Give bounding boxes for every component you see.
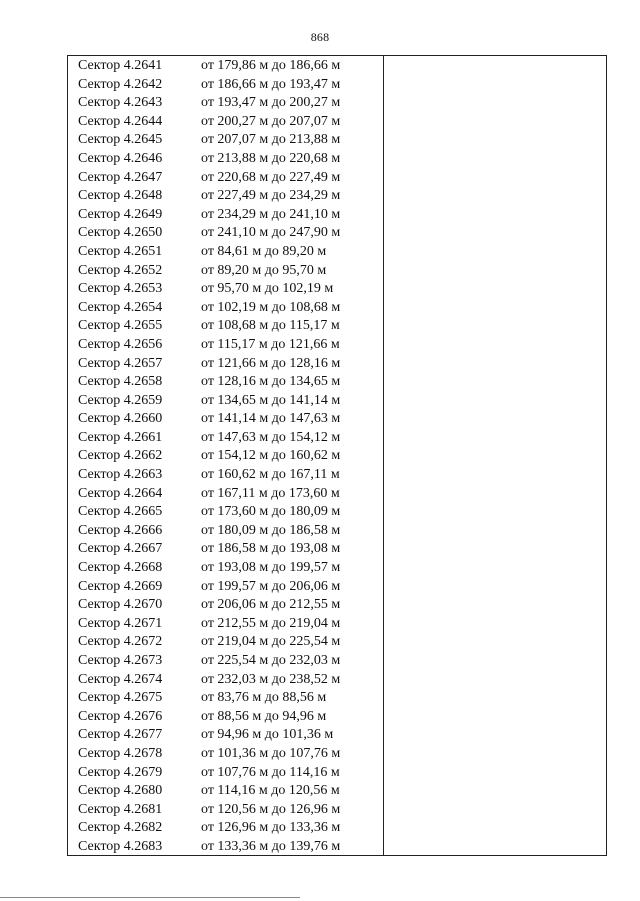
sector-label: Сектор 4.2673 <box>78 653 163 668</box>
sector-label: Сектор 4.2669 <box>78 578 163 594</box>
sector-range: от 115,17 м до 121,66 м <box>201 336 340 352</box>
sector-range: от 133,36 м до 139,76 м <box>201 838 341 854</box>
sector-range: от 232,03 м до 238,52 м <box>201 671 341 687</box>
table-row <box>68 373 383 392</box>
sector-range: от 193,08 м до 199,57 м <box>201 560 341 576</box>
table-row <box>68 169 383 188</box>
table-row <box>68 206 383 225</box>
table-row <box>68 355 383 374</box>
sector-label: Сектор 4.2648 <box>78 188 163 204</box>
table-row <box>68 615 383 634</box>
sector-range: от 219,04 м до 225,54 м <box>201 634 341 650</box>
table-row <box>68 466 383 485</box>
scan-edge-line <box>0 897 300 898</box>
sector-range: от 84,61 м до 89,20 м <box>201 243 327 259</box>
table-row <box>68 819 383 838</box>
sector-label: Сектор 4.2677 <box>78 727 163 743</box>
table-row <box>68 131 383 150</box>
sector-range: от 107,76 м до 114,16 м <box>201 764 340 780</box>
table-row <box>68 633 383 652</box>
sector-range: от 154,12 м до 160,62 м <box>201 448 341 464</box>
sector-label: Сектор 4.2666 <box>78 522 163 538</box>
table-row <box>68 578 383 597</box>
sector-range: от 241,10 м до 247,90 м <box>201 225 341 241</box>
sector-label: Сектор 4.2662 <box>78 448 163 464</box>
table-row <box>68 299 383 318</box>
sector-label: Сектор 4.2674 <box>78 671 163 687</box>
sector-label: Сектор 4.2653 <box>78 281 163 297</box>
sector-range: от 193,47 м до 200,27 м <box>201 95 341 111</box>
sector-label: Сектор 4.2682 <box>78 820 163 836</box>
sector-range: от 101,36 м до 107,76 м <box>201 745 341 761</box>
table-row <box>68 224 383 243</box>
table-row <box>68 782 383 801</box>
sector-range: от 173,60 м до 180,09 м <box>201 504 341 520</box>
sector-label: Сектор 4.2652 <box>78 262 163 278</box>
sector-range: от 121,66 м до 128,16 м <box>201 355 341 371</box>
table-row <box>68 280 383 299</box>
sector-range: от 88,56 м до 94,96 м <box>201 708 327 724</box>
table-row <box>68 113 383 132</box>
column-divider <box>383 56 384 855</box>
sector-range: от 147,63 м до 154,12 м <box>201 429 341 445</box>
table-row <box>68 76 383 95</box>
table-row <box>68 485 383 504</box>
sector-range: от 120,56 м до 126,96 м <box>201 801 341 817</box>
sector-range: от 108,68 м до 115,17 м <box>201 318 340 334</box>
table-row <box>68 596 383 615</box>
sector-label: Сектор 4.2654 <box>78 299 163 315</box>
sector-range: от 225,54 м до 232,03 м <box>201 653 341 668</box>
sector-label: Сектор 4.2646 <box>78 150 163 166</box>
table-row <box>68 243 383 262</box>
sector-range: от 83,76 м до 88,56 м <box>201 690 327 706</box>
sector-range: от 89,20 м до 95,70 м <box>201 262 327 278</box>
sector-label: Сектор 4.2649 <box>78 206 163 222</box>
sector-label: Сектор 4.2664 <box>78 485 163 501</box>
table-row <box>68 336 383 355</box>
sector-label: Сектор 4.2680 <box>78 783 163 799</box>
table-row <box>68 187 383 206</box>
sector-range: от 126,96 м до 133,36 м <box>201 820 341 836</box>
sector-range: от 94,96 м до 101,36 м <box>201 727 334 743</box>
sector-label: Сектор 4.2647 <box>78 169 163 185</box>
sector-range: от 128,16 м до 134,65 м <box>201 374 341 390</box>
sector-label: Сектор 4.2641 <box>78 58 163 73</box>
sector-range: от 186,58 м до 193,08 м <box>201 541 341 557</box>
table-row <box>68 262 383 281</box>
sector-range: от 200,27 м до 207,07 м <box>201 113 341 129</box>
table-row <box>68 540 383 559</box>
sector-range: от 160,62 м до 167,11 м <box>201 467 340 483</box>
sector-range: от 180,09 м до 186,58 м <box>201 522 341 538</box>
table-row <box>68 559 383 578</box>
sector-label: Сектор 4.2667 <box>78 541 163 557</box>
sector-label: Сектор 4.2660 <box>78 411 163 427</box>
sector-label: Сектор 4.2668 <box>78 560 163 576</box>
sector-rows <box>68 57 383 857</box>
sector-label: Сектор 4.2675 <box>78 690 163 706</box>
table-row <box>68 317 383 336</box>
sector-label: Сектор 4.2655 <box>78 318 163 334</box>
sector-range: от 199,57 м до 206,06 м <box>201 578 341 594</box>
sector-range: от 220,68 м до 227,49 м <box>201 169 341 185</box>
sector-range: от 179,86 м до 186,66 м <box>201 58 341 73</box>
table-row <box>68 764 383 783</box>
table-row <box>68 726 383 745</box>
table-row <box>68 652 383 671</box>
sector-label: Сектор 4.2658 <box>78 374 163 390</box>
table-row <box>68 708 383 727</box>
sector-label: Сектор 4.2678 <box>78 745 163 761</box>
sector-label: Сектор 4.2657 <box>78 355 163 371</box>
table-row <box>68 522 383 541</box>
table-row <box>68 503 383 522</box>
table-row <box>68 801 383 820</box>
sector-label: Сектор 4.2659 <box>78 392 163 408</box>
sector-range: от 134,65 м до 141,14 м <box>201 392 341 408</box>
sector-range: от 102,19 м до 108,68 м <box>201 299 341 315</box>
sector-label: Сектор 4.2672 <box>78 634 163 650</box>
table-row <box>68 410 383 429</box>
sector-range: от 167,11 м до 173,60 м <box>201 485 340 501</box>
table-row <box>68 429 383 448</box>
sector-range: от 114,16 м до 120,56 м <box>201 783 340 799</box>
sector-table <box>67 55 607 856</box>
sector-label: Сектор 4.2644 <box>78 113 163 129</box>
table-row <box>68 671 383 690</box>
sector-label: Сектор 4.2650 <box>78 225 163 241</box>
sector-range: от 186,66 м до 193,47 м <box>201 76 341 92</box>
sector-label: Сектор 4.2683 <box>78 838 163 854</box>
sector-range: от 213,88 м до 220,68 м <box>201 150 341 166</box>
sector-range: от 227,49 м до 234,29 м <box>201 188 341 204</box>
table-row <box>68 838 383 857</box>
sector-label: Сектор 4.2670 <box>78 597 163 613</box>
table-row <box>68 94 383 113</box>
table-row <box>68 57 383 76</box>
sector-range: от 207,07 м до 213,88 м <box>201 132 341 148</box>
sector-range: от 141,14 м до 147,63 м <box>201 411 341 427</box>
sector-label: Сектор 4.2645 <box>78 132 163 148</box>
sector-range: от 95,70 м до 102,19 м <box>201 281 334 297</box>
sector-label: Сектор 4.2663 <box>78 467 163 483</box>
sector-label: Сектор 4.2671 <box>78 615 163 631</box>
sector-label: Сектор 4.2656 <box>78 336 163 352</box>
sector-range: от 234,29 м до 241,10 м <box>201 206 341 222</box>
table-row <box>68 745 383 764</box>
sector-range: от 206,06 м до 212,55 м <box>201 597 341 613</box>
sector-label: Сектор 4.2661 <box>78 429 163 445</box>
sector-label: Сектор 4.2679 <box>78 764 163 780</box>
page-number: 868 <box>310 30 330 44</box>
table-row <box>68 447 383 466</box>
sector-label: Сектор 4.2681 <box>78 801 163 817</box>
sector-range: от 212,55 м до 219,04 м <box>201 615 341 631</box>
sector-label: Сектор 4.2643 <box>78 95 163 111</box>
sector-label: Сектор 4.2642 <box>78 76 163 92</box>
sector-label: Сектор 4.2665 <box>78 504 163 520</box>
table-row <box>68 150 383 169</box>
table-row <box>68 392 383 411</box>
sector-label: Сектор 4.2676 <box>78 708 163 724</box>
table-row <box>68 689 383 708</box>
sector-label: Сектор 4.2651 <box>78 243 163 259</box>
